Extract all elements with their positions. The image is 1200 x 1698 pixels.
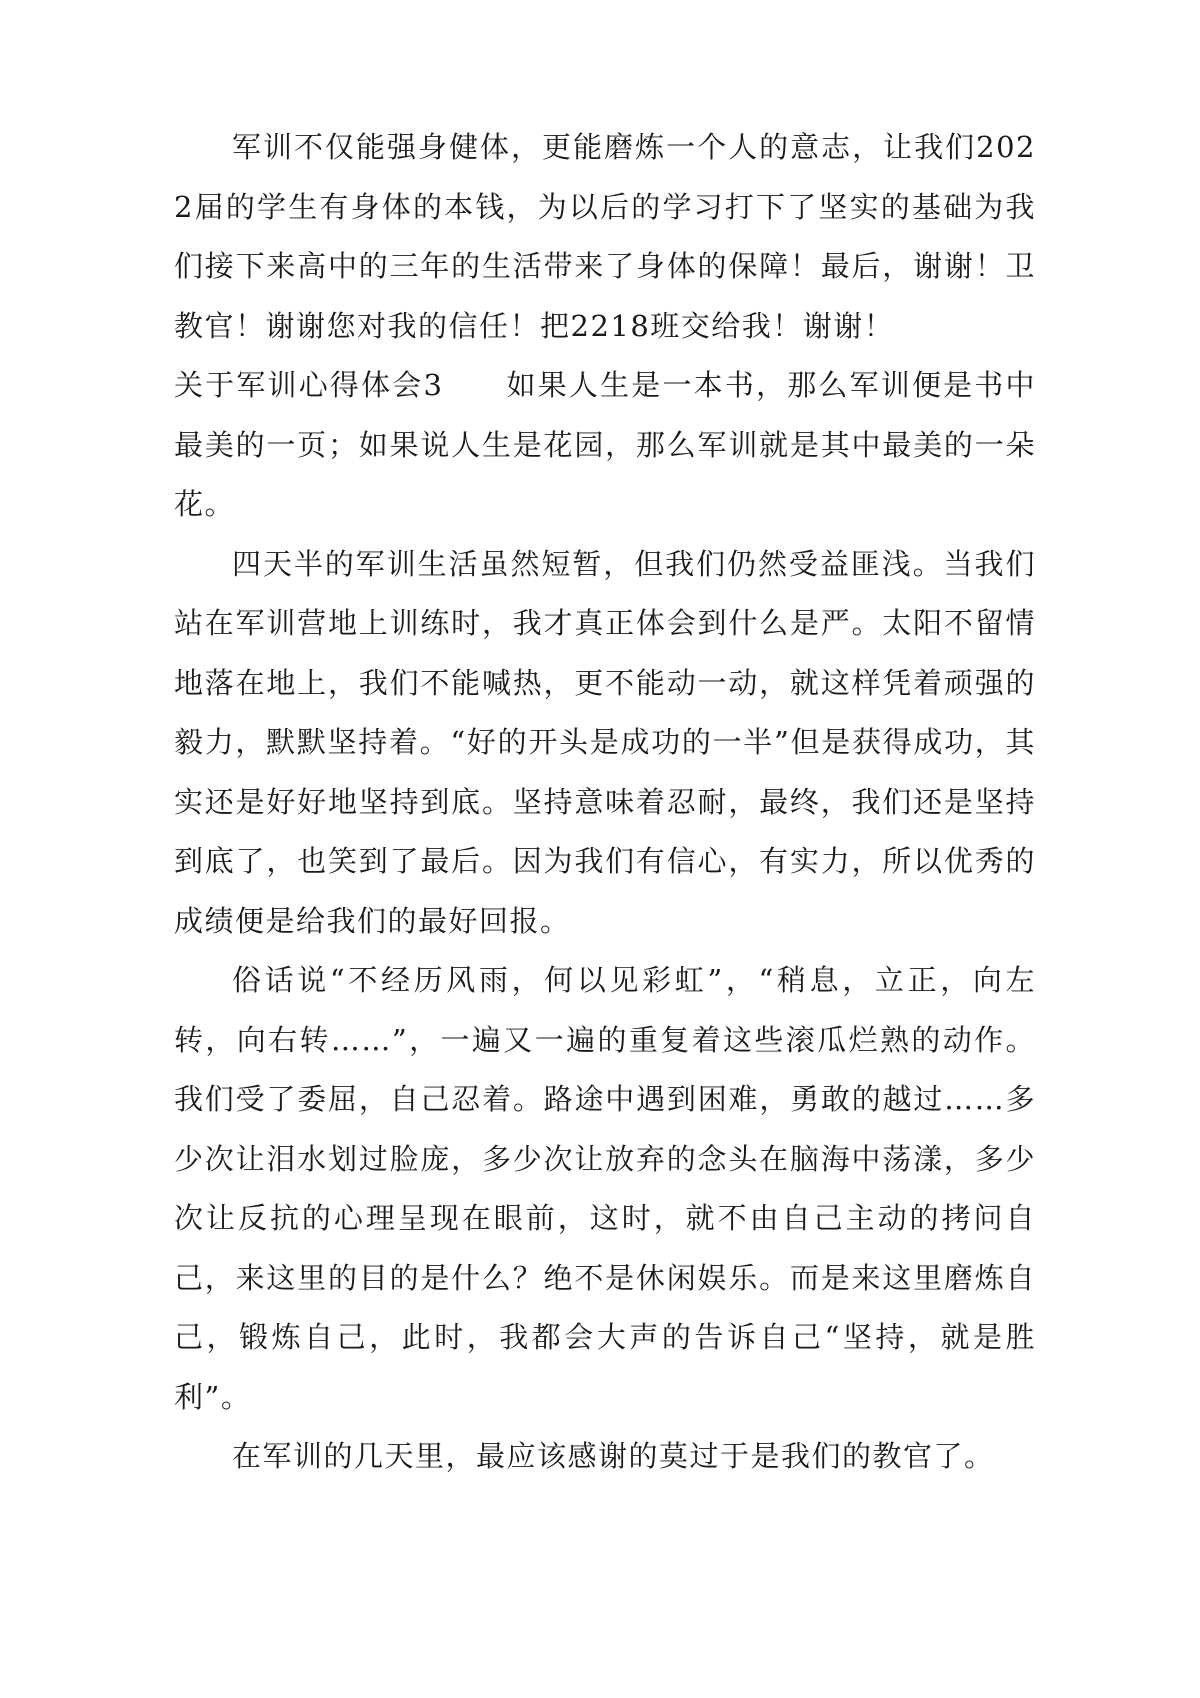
document-body <box>174 118 1036 1487</box>
paragraph-proverb-rainbow: 俗话说“不经历风雨，何以见彩虹”，“稍息，立正，向左转，向右转……”，一遍又一遍的重复着这些滚瓜烂熟的动作。我们受了委屈，自己忍着。路途中遇到困难，勇敢的越过……多少次让泪水划过脸庞，多少次让放弃的念头在脑海中荡漾，多少次让反抗的心理呈现在眼前，这时，就不由自己主动的拷问自己，来这里的目的是什么？绝不是休闲娱乐。而是来这里磨炼自己，锻炼自己，此时，我都会大声的告诉自己“坚持，就是胜利”。 <box>174 963 1036 1414</box>
paragraph-thanks-instructor: 在军训的几天里，最应该感谢的莫过于是我们的教官了。 <box>232 1439 995 1473</box>
paragraph-four-and-half-days: 四天半的军训生活虽然短暂，但我们仍然受益匪浅。当我们站在军训营地上训练时，我才真正体会到什么是严。太阳不留情地落在地上，我们不能喊热，更不能动一动，就这样凭着顽强的毅力，默默坚持着。“好的开头是成功的一半”但是获得成功，其实还是好好地坚持到底。坚持意味着忍耐，最终，我们还是坚持到底了，也笑到了最后。因为我们有信心，有实力，所以优秀的成绩便是给我们的最好回报。 <box>174 546 1036 938</box>
paragraph-military-training-benefits: 军训不仅能强身健体，更能磨炼一个人的意志，让我们2022届的学生有身体的本钱，为以后的学习打下了坚实的基础为我们接下来高中的三年的生活带来了身体的保障！最后，谢谢！卫教官！谢谢您对我的信任！把2218班交给我！谢谢！ <box>174 130 1036 343</box>
paragraph-essay-3-heading: 关于军训心得体会3 如果人生是一本书，那么军训便是书中最美的一页；如果说人生是花园，那么军训就是其中最美的一朵花。 <box>174 368 1036 521</box>
